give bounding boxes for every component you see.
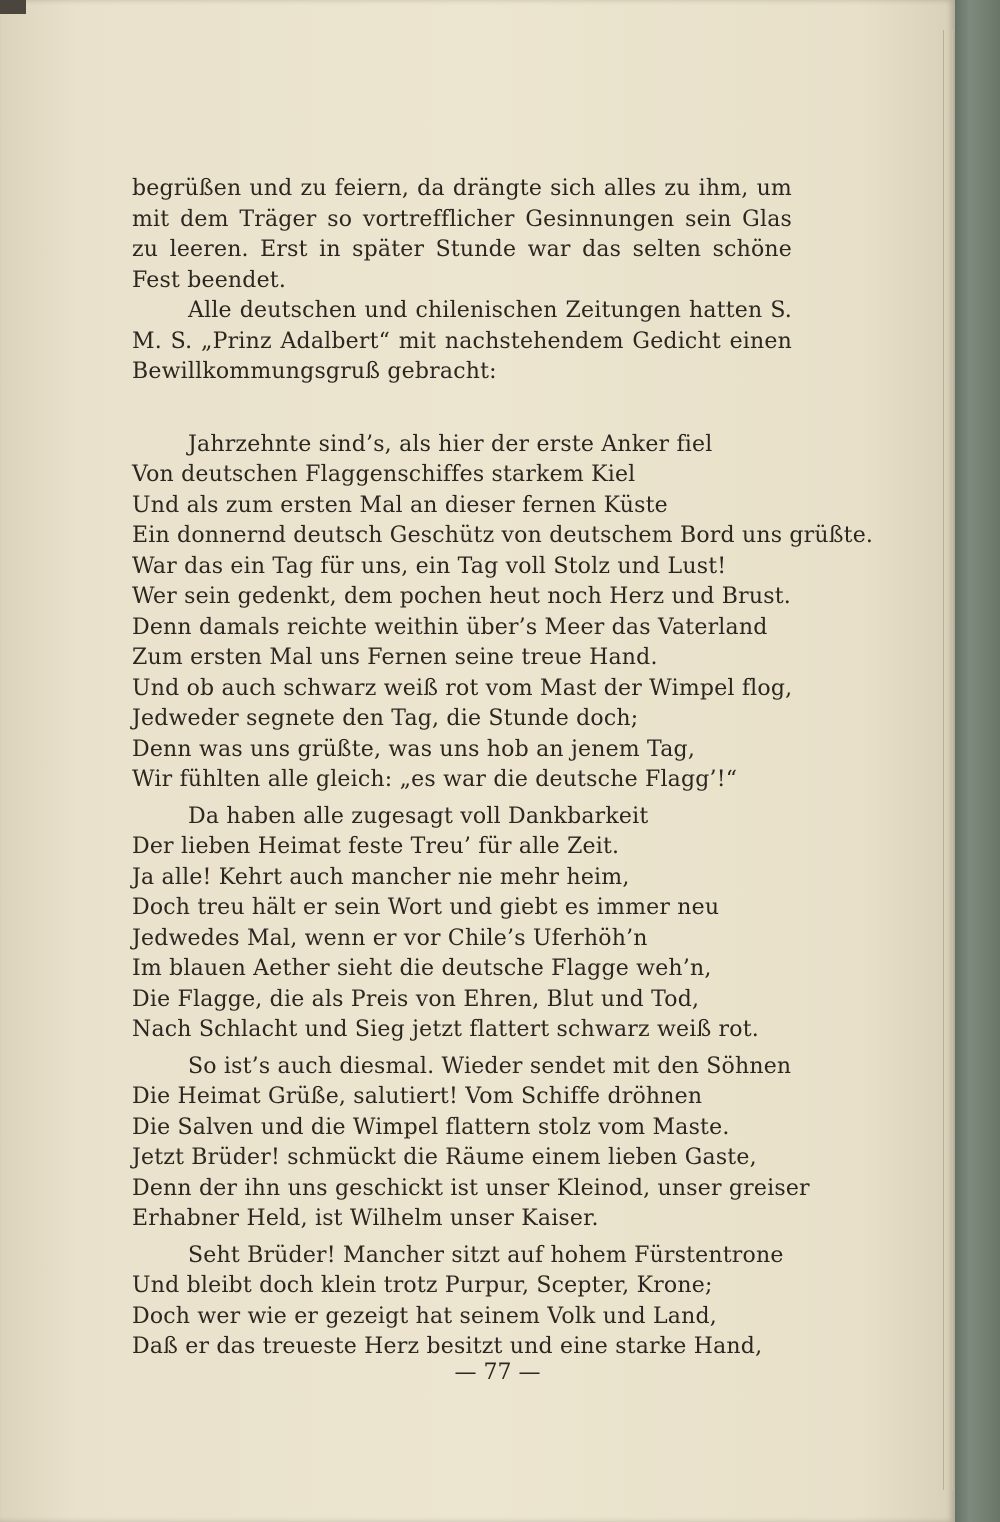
poem-line: Jahrzehnte sind’s, als hier der erste Anker fiel: [188, 431, 713, 457]
poem-line: Wir fühlten alle gleich: „es war die deutsche Flagg’!“: [132, 767, 738, 792]
poem-line: So ist’s auch diesmal. Wieder sendet mit den Söhnen: [188, 1053, 792, 1079]
poem-line: Die Heimat Grüße, salutiert! Vom Schiffe dröhnen: [132, 1084, 703, 1109]
poem-line: Doch treu hält er sein Wort und giebt es immer neu: [132, 895, 720, 920]
poem-line: Denn damals reichte weithin über’s Meer das Vaterland: [132, 614, 768, 640]
poem-line: Von deutschen Flaggenschiffes starkem Kiel: [132, 462, 636, 487]
poem-line: Erhabner Held, ist Wilhelm unser Kaiser.: [132, 1206, 599, 1231]
poem-line: Zum ersten Mal uns Fernen seine treue Hand.: [132, 645, 658, 670]
poem-line: Jetzt Brüder! schmückt die Räume einem lieben Gaste,: [132, 1145, 757, 1170]
poem-line: Der lieben Heimat feste Treu’ für alle Zeit.: [132, 834, 620, 859]
poem-line: Wer sein gedenkt, dem pochen heut noch Herz und Brust.: [132, 584, 791, 609]
poem-line: Die Flagge, die als Preis von Ehren, Blut und Tod,: [132, 986, 700, 1012]
poem-line: Und ob auch schwarz weiß rot vom Mast der Wimpel flog,: [132, 675, 793, 701]
scan-corner-mark: [0, 0, 26, 14]
prose-section: [132, 174, 792, 388]
paragraph: begrüßen und zu feiern, da drängte sich alles zu ihm, um mit dem Träger so vortrefflicher Gesinnungen sein Glas zu leeren. Erst in später Stunde war das selten schöne Fest beendet.: [132, 176, 792, 293]
poem-line: Denn der ihn uns geschickt ist unser Kleinod, unser greiser: [132, 1175, 810, 1201]
poem-line: Ja alle! Kehrt auch mancher nie mehr heim,: [132, 864, 630, 890]
poem-line: Daß er das treueste Herz besitzt und eine starke Hand,: [132, 1334, 763, 1359]
poem-line: Jedweder segnete den Tag, die Stunde doch;: [132, 706, 639, 731]
poem-line: Und als zum ersten Mal an dieser fernen Küste: [132, 492, 668, 518]
poem-line: War das ein Tag für uns, ein Tag voll Stolz und Lust!: [132, 553, 727, 579]
poem-line: Doch wer wie er gezeigt hat seinem Volk und Land,: [132, 1303, 717, 1329]
poem-line: Nach Schlacht und Sieg jetzt flattert schwarz weiß rot.: [132, 1017, 759, 1042]
poem-line: Seht Brüder! Mancher sitzt auf hohem Fürstentrone: [188, 1242, 784, 1268]
poem-line: Im blauen Aether sieht die deutsche Flagge weh’n,: [132, 956, 712, 981]
poem: [132, 430, 874, 1363]
book-cover-edge: [950, 0, 1000, 1522]
page-edge: [943, 30, 953, 1490]
paragraph: Alle deutschen und chilenischen Zeitungen hatten S. M. S. „Prinz Adalbert“ mit nachstehendem Gedicht einen Bewillkommungsgruß gebracht:: [132, 298, 792, 384]
poem-line: Da haben alle zugesagt voll Dankbarkeit: [188, 803, 649, 829]
page-text: [132, 174, 874, 1363]
poem-line: Die Salven und die Wimpel flattern stolz vom Maste.: [132, 1114, 730, 1140]
poem-line: Und bleibt doch klein trotz Purpur, Scepter, Krone;: [132, 1273, 713, 1298]
poem-line: Denn was uns grüßte, was uns hob an jenem Tag,: [132, 736, 696, 762]
poem-line: Jedwedes Mal, wenn er vor Chile’s Uferhöh’n: [132, 925, 648, 951]
page-number: — 77 —: [454, 1360, 541, 1385]
poem-line: Ein donnernd deutsch Geschütz von deutschem Bord uns grüßte.: [132, 523, 874, 548]
